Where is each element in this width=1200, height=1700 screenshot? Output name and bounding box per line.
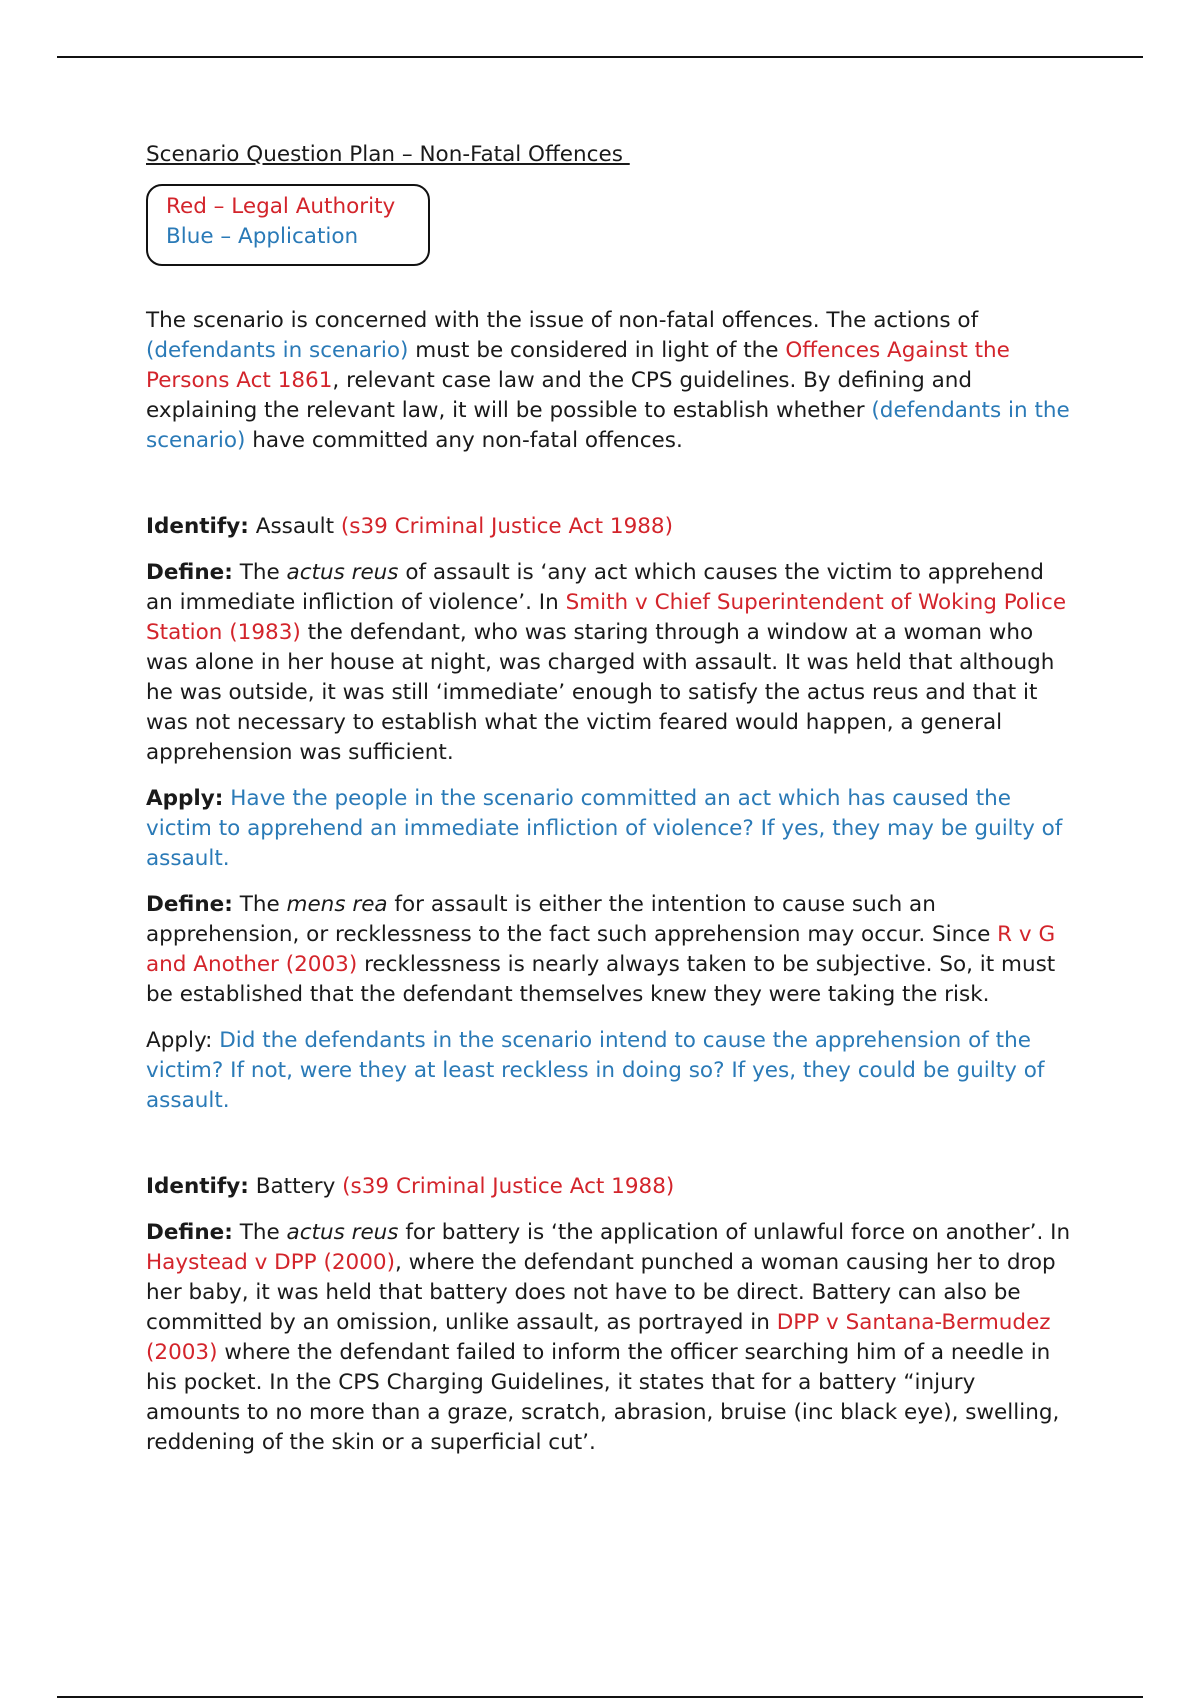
intro-paragraph — [146, 306, 1076, 456]
document-body — [146, 140, 1076, 1474]
assault-apply-mens-rea — [146, 1026, 1076, 1116]
define-text: where the defendant failed to inform the officer searching him of a needle in his pocket. In the CPS Charging Guidelines, it states that for a battery “injury amounts to no more than a graze, scratch, abrasion, bruise (inc black eye), swelling, reddening of the skin or a superficial cut’. — [146, 1340, 1060, 1455]
identify-text: Battery — [248, 1174, 343, 1199]
assault-define-actus-reus — [146, 558, 1076, 768]
assault-define-mens-rea — [146, 890, 1076, 1010]
define-label: Define: — [146, 560, 233, 585]
intro-text-1: The scenario is concerned with the issue of non-fatal offences. The actions of — [146, 308, 979, 333]
footer-rule — [57, 1696, 1143, 1698]
define-text: The — [232, 892, 287, 917]
battery-identify — [146, 1172, 1076, 1202]
intro-defendants-2: (defendants in the scenario) — [146, 398, 1070, 453]
define-term: actus reus — [286, 560, 399, 585]
define-text: The — [232, 1220, 287, 1245]
header-rule — [57, 56, 1143, 58]
define-text: for assault is either the intention to cause such an apprehension, or recklessness to the fact such apprehension may occur. Since — [146, 892, 998, 947]
page-title: Scenario Question Plan – Non-Fatal Offences — [146, 142, 630, 167]
apply-text: Have the people in the scenario committed an act which has caused the victim to apprehend an immediate infliction of violence? If yes, they may be guilty of assault. — [146, 786, 1063, 871]
identify-label: Identify: — [146, 1174, 249, 1199]
define-text: of assault is ‘any act which causes the victim to apprehend an immediate infliction of violence’. In — [146, 560, 1044, 615]
legend-blue: Blue – Application — [166, 224, 359, 249]
identify-reference: (s39 Criminal Justice Act 1988) — [342, 1174, 675, 1199]
case-reference: R v G and Another (2003) — [146, 922, 1056, 977]
apply-text: Did the defendants in the scenario intend to cause the apprehension of the victim? If not, were they at least reckless in doing so? If yes, they could be guilty of assault. — [146, 1028, 1045, 1113]
legend-red: Red – Legal Authority — [166, 194, 396, 219]
define-text: for battery is ‘the application of unlawful force on another’. In — [398, 1220, 1071, 1245]
case-reference: DPP v Santana-Bermudez (2003) — [146, 1310, 1051, 1365]
intro-statute: Offences Against the Persons Act 1861 — [146, 338, 1010, 393]
battery-define-actus-reus — [146, 1218, 1076, 1458]
intro-defendants-1: (defendants in scenario) — [146, 338, 409, 363]
color-legend-box — [146, 184, 430, 266]
identify-label: Identify: — [146, 514, 249, 539]
intro-text-3: , relevant case law and the CPS guidelines. By defining and explaining the relevant law, it will be possible to establish whether — [146, 368, 973, 423]
identify-reference: (s39 Criminal Justice Act 1988) — [340, 514, 673, 539]
case-reference: Smith v Chief Superintendent of Woking Police Station (1983) — [146, 590, 1067, 645]
assault-apply-actus-reus — [146, 784, 1076, 874]
apply-label: Apply: — [146, 786, 224, 811]
define-label: Define: — [146, 1220, 233, 1245]
assault-identify — [146, 512, 1076, 542]
define-text: , where the defendant punched a woman causing her to drop her baby, it was held that battery does not have to be direct. Battery can also be committed by an omission, unlike assault, as portrayed in — [146, 1250, 1056, 1335]
intro-text-2: must be considered in light of the — [408, 338, 786, 363]
apply-label: Apply: — [146, 1028, 220, 1053]
intro-text-4: have committed any non-fatal offences. — [245, 428, 683, 453]
define-term: actus reus — [286, 1220, 399, 1245]
define-term: mens rea — [286, 892, 388, 917]
case-reference: Haystead v DPP (2000) — [146, 1250, 395, 1275]
define-label: Define: — [146, 892, 233, 917]
define-text: The — [232, 560, 287, 585]
identify-text: Assault — [248, 514, 341, 539]
define-text: the defendant, who was staring through a window at a woman who was alone in her house at night, was charged with assault. It was held that although he was outside, it was still ‘immediate’ enough to satisfy the actus reus and that it was not necessary to establish what the victim feared would happen, a general apprehension was sufficient. — [146, 620, 1055, 765]
define-text: recklessness is nearly always taken to be subjective. So, it must be established that the defendant themselves knew they were taking the risk. — [146, 952, 1056, 1007]
